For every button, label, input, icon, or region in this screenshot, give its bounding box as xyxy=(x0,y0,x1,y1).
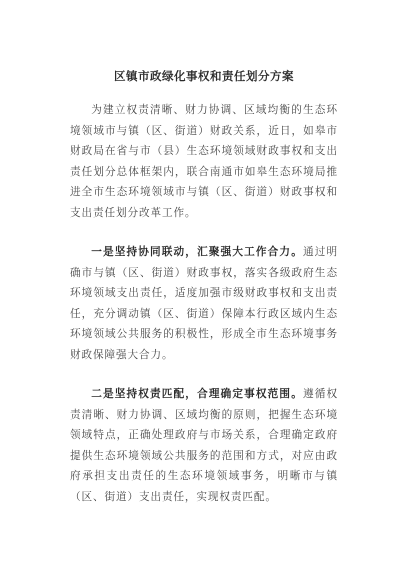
section-2-body: 遵循权责清晰、财力协调、区域均衡的原则，把握生态环境领域特点，正确处理政府与市场关系，合理确定政府提供生态环境领域公共服务的范围和方式，对应由政府承担支出责任的生态环境领域事务，明晰市与镇（区、街道）支出责任，实现权责匹配。 xyxy=(70,388,338,503)
intro-paragraph: 为建立权责清晰、财力协调、区域均衡的生态环境领域市与镇（区、街道）财政关系，近日，如皋市财政局在省与市（县）生态环境领域财政事权和支出责任划分总体框架内，联合南通市如皋生态环境局推进全市生态环境领域市与镇（区、街道）财政事权和支出责任划分改革工作。 xyxy=(70,104,338,219)
section-1-lead: 一是坚持协同联动，汇聚强大工作合力。 xyxy=(91,246,303,258)
section-2-paragraph xyxy=(70,384,338,507)
document-title: 区镇市政绿化事权和责任划分方案 xyxy=(114,69,294,83)
section-1-body: 通过明确市与镇（区、街道）财政事权，落实各级政府生态环境领域支出责任，适度加强市级财政事权和支出责任，充分调动镇（区、街道）保障本行政区域内生态环境领域公共服务的积极性，形成全市生态环境事务财政保障强大合力。 xyxy=(70,246,338,361)
section-1-paragraph xyxy=(70,242,338,365)
section-2-lead: 二是坚持权责匹配，合理确定事权范围。 xyxy=(91,388,303,400)
